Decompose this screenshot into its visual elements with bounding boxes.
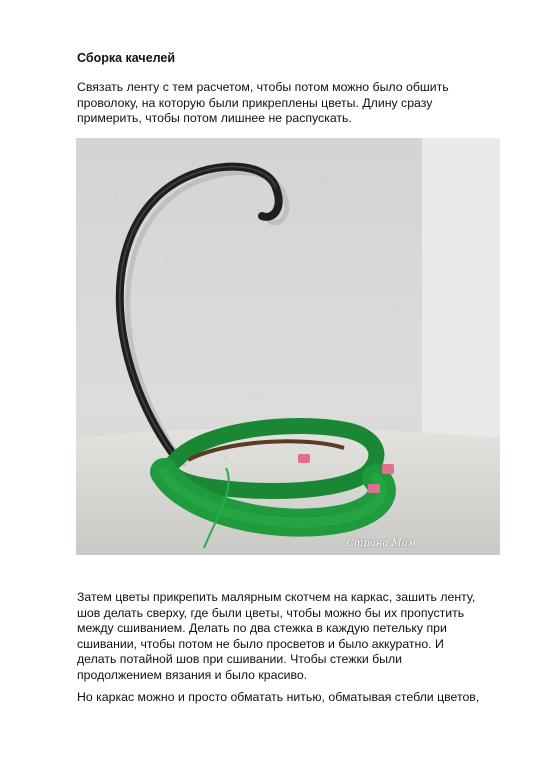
instructions-line: сшивании, чтобы потом не было просветов и было аккуратно. И xyxy=(77,636,444,651)
intro-line: проволоку, на которую были прикреплены цветы. Длину сразу xyxy=(77,95,433,110)
clip xyxy=(382,464,394,474)
photo-illustration xyxy=(76,138,500,555)
instructions-line: продолжением вязания и было красиво. xyxy=(77,667,308,682)
intro-paragraph xyxy=(77,80,449,127)
intro-line: Связать ленту с тем расчетом, чтобы потом можно было обшить xyxy=(77,80,449,94)
clip xyxy=(298,454,310,463)
instructions-line: между сшиванием. Делать по два стежка в каждую петельку при xyxy=(77,621,447,636)
instructions-paragraph xyxy=(77,590,475,684)
photo-watermark: Страна Мам xyxy=(346,538,416,549)
intro-line: примерить, чтобы потом лишнее не распускать. xyxy=(77,111,352,126)
instructions-line: делать потайной шов при сшивании. Чтобы стежки были xyxy=(77,652,403,667)
closing-line: Но каркас можно и просто обматать нитью, обматывая стебли цветов, xyxy=(77,690,480,704)
instructions-line: Затем цветы прикрепить малярным скотчем на каркас, зашить ленту, xyxy=(77,590,476,604)
swing-frame-photo xyxy=(76,138,500,555)
instructions-line: шов делать сверху, где были цветы, чтобы можно бы их пропустить xyxy=(77,605,465,620)
closing-paragraph xyxy=(77,690,479,706)
section-heading: Сборка качелей xyxy=(77,51,176,65)
clip xyxy=(368,484,380,493)
